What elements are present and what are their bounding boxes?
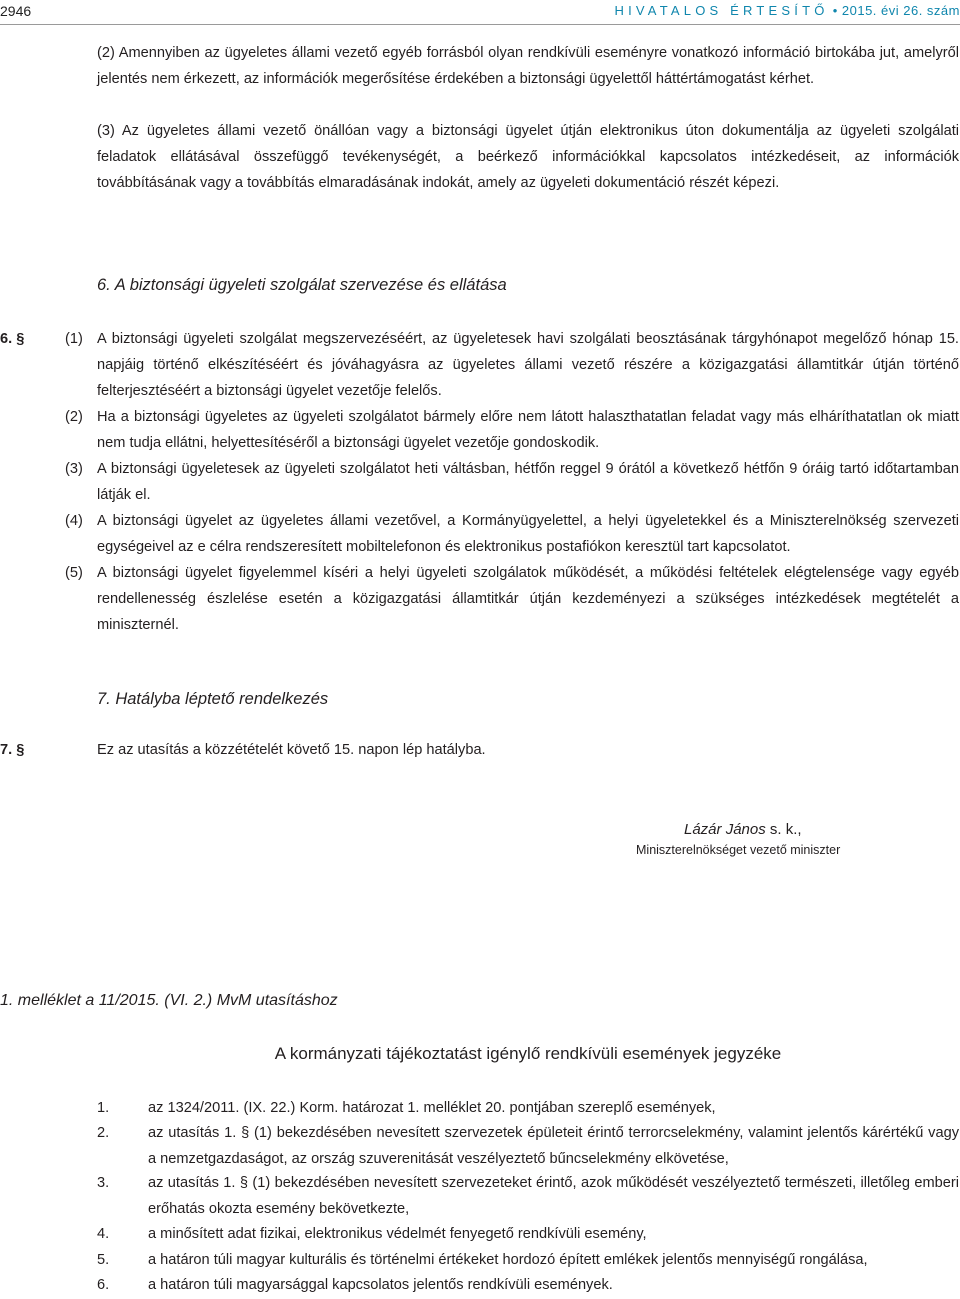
section5-paragraph-2: (2) Amennyiben az ügyeletes állami vezető egyéb forrásból olyan rendkívüli eseményre vonatkozó információ birtokába jut, amelyről jelentés nem érkezett, az információk megerősítése érdekében a biztonsági ügyelettől háttértámogatást kérhet. — [97, 45, 959, 87]
signatory-title: Miniszterelnökséget vezető miniszter — [636, 843, 841, 857]
item-number: (5) — [65, 565, 83, 581]
list-item-number: 3. — [97, 1175, 110, 1191]
signatory-name: Lázár János — [684, 821, 766, 838]
list-item: az utasítás 1. § (1) bekezdésében nevesített szervezetek épületeit érintő terrorcselekmény, valamint jelentős kárértékű vagy a nemzetgazdaságot, az ország szuverenitását veszélyeztető bűncselekmény elkövetése, — [148, 1125, 959, 1167]
chapter7-heading: 7. Hatályba léptető rendelkezés — [97, 690, 329, 708]
signature-block — [684, 819, 802, 841]
journal-name: HIVATALOS ÉRTESÍTŐ — [614, 3, 829, 18]
list-item: a határon túli magyar kulturális és történelmi értékeket hordozó épített emlékek jelentős mennyiségű rongálása, — [148, 1252, 868, 1268]
annex-reference: 1. melléklet a 11/2015. (VI. 2.) MvM utasításhoz — [0, 992, 338, 1009]
section6-paragraph-3: A biztonsági ügyeletesek az ügyeleti szolgálatot heti váltásban, hétfőn reggel 9 órától a következő hétfőn 9 óráig tartó időtartamban látják el. — [97, 461, 959, 503]
item-number: (4) — [65, 513, 83, 529]
list-item-number: 4. — [97, 1226, 110, 1242]
page-header — [0, 0, 960, 22]
page-number: 2946 — [0, 3, 32, 19]
list-item: az 1324/2011. (IX. 22.) Korm. határozat 1. melléklet 20. pontjában szereplő események, — [148, 1100, 716, 1116]
section5-paragraph-3: (3) Az ügyeletes állami vezető önállóan vagy a biztonsági ügyelet útján elektronikus úton dokumentálja az ügyeleti szolgálati feladatok ellátásával összefüggő tevékenységét, a beérkező információkkal kapcsolatos intézkedéseit, az információk továbbításának vagy a továbbítás elmaradásának indokát, amely az ügyeleti dokumentáció részét képezi. — [97, 123, 959, 191]
section7-text: Ez az utasítás a közzétételét követő 15. napon lép hatályba. — [97, 742, 486, 758]
header-separator: • — [832, 3, 838, 18]
section6-paragraph-1: A biztonsági ügyeleti szolgálat megszervezéséért, az ügyeletesek havi szolgálati beosztásának tárgyhónapot megelőző hónap 15. napjáig történő elkészítéséért és jóváhagyásra az ügyeletes állami vezető részére a közigazgatási államtitkár útján történő felterjesztéséért a biztonsági ügyelet vezetője felelős. — [97, 331, 959, 399]
list-item-number: 5. — [97, 1252, 110, 1268]
chapter6-heading: 6. A biztonsági ügyeleti szolgálat szervezése és ellátása — [97, 276, 507, 294]
section7-label: 7. § — [0, 742, 25, 758]
item-number: (2) — [65, 409, 83, 425]
item-number: (3) — [65, 461, 83, 477]
section6-paragraph-2: Ha a biztonsági ügyeletes az ügyeleti szolgálatot bármely előre nem látott halaszthatatlan feladat vagy más elháríthatatlan ok miatt nem tudja ellátni, helyettesítéséről a biztonsági ügyelet vezetője gondoskodik. — [97, 409, 959, 451]
list-item: a minősített adat fizikai, elektronikus védelmét fenyegető rendkívüli esemény, — [148, 1226, 647, 1242]
list-item-number: 1. — [97, 1100, 110, 1116]
section6-label: 6. § — [0, 331, 25, 347]
journal-masthead — [615, 3, 960, 18]
section6-paragraph-4: A biztonsági ügyelet az ügyeletes állami vezetővel, a Kormányügyelettel, a helyi ügyeletekkel és a Miniszterelnökség szervezeti egységeivel az e célra rendszeresített mobiltelefonon és elektronikus postafiókon keresztül tart kapcsolatot. — [97, 513, 959, 555]
section6-paragraph-5: A biztonsági ügyelet figyelemmel kíséri a helyi ügyeleti szolgálatok működését, a működési feltételek elégtelensége vagy egyéb rendellenesség észlelése esetén a közigazgatási államtitkár útján kezdeményezi a szükséges intézkedések megtételét a miniszternél. — [97, 565, 959, 633]
item-number: (1) — [65, 331, 83, 347]
list-item-number: 6. — [97, 1277, 110, 1293]
annex-title: A kormányzati tájékoztatást igénylő rendkívüli események jegyzéke — [274, 1044, 782, 1063]
signature-suffix: s. k., — [765, 821, 802, 838]
list-item: a határon túli magyarsággal kapcsolatos jelentős rendkívüli események. — [148, 1277, 613, 1293]
list-item: az utasítás 1. § (1) bekezdésében nevesített szervezeteket érintő, azok működését veszélyeztető természeti, illetőleg emberi erőhatás okozta esemény bekövetkezte, — [148, 1175, 959, 1217]
list-item-number: 2. — [97, 1125, 110, 1141]
issue-label: 2015. évi 26. szám — [841, 3, 960, 18]
header-divider — [0, 24, 960, 25]
